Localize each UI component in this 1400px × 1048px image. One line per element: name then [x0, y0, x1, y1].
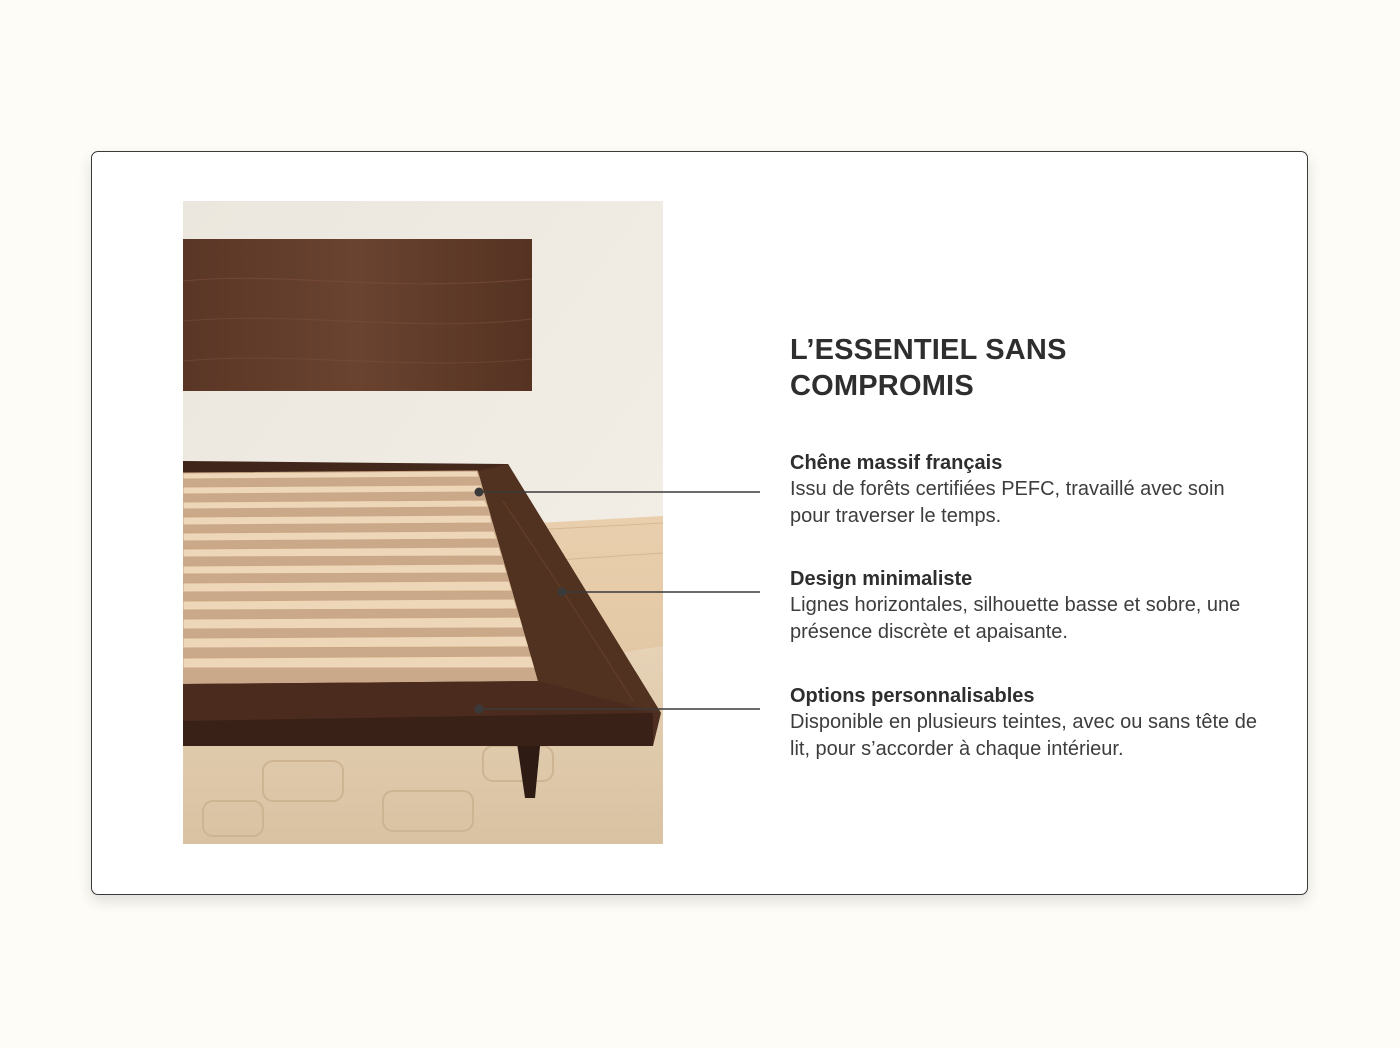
bed-photo — [183, 201, 663, 844]
feature-item — [790, 683, 1260, 763]
feature-description: Disponible en plusieurs teintes, avec ou sans tête de lit, pour s’accorder à chaque intérieur. — [790, 711, 1257, 760]
feature-description: Issu de forêts certifiées PEFC, travaillé avec soin pour traverser le temps. — [790, 478, 1225, 527]
section-title: L’ESSENTIEL SANS COMPROMIS — [790, 334, 1067, 402]
feature-title: Chêne massif français — [790, 452, 1003, 474]
feature-title: Options personnalisables — [790, 685, 1035, 707]
feature-description: Lignes horizontales, silhouette basse et sobre, une présence discrète et apaisante. — [790, 594, 1241, 643]
feature-title: Design minimaliste — [790, 568, 973, 590]
feature-item — [790, 450, 1260, 530]
feature-item — [790, 566, 1260, 646]
